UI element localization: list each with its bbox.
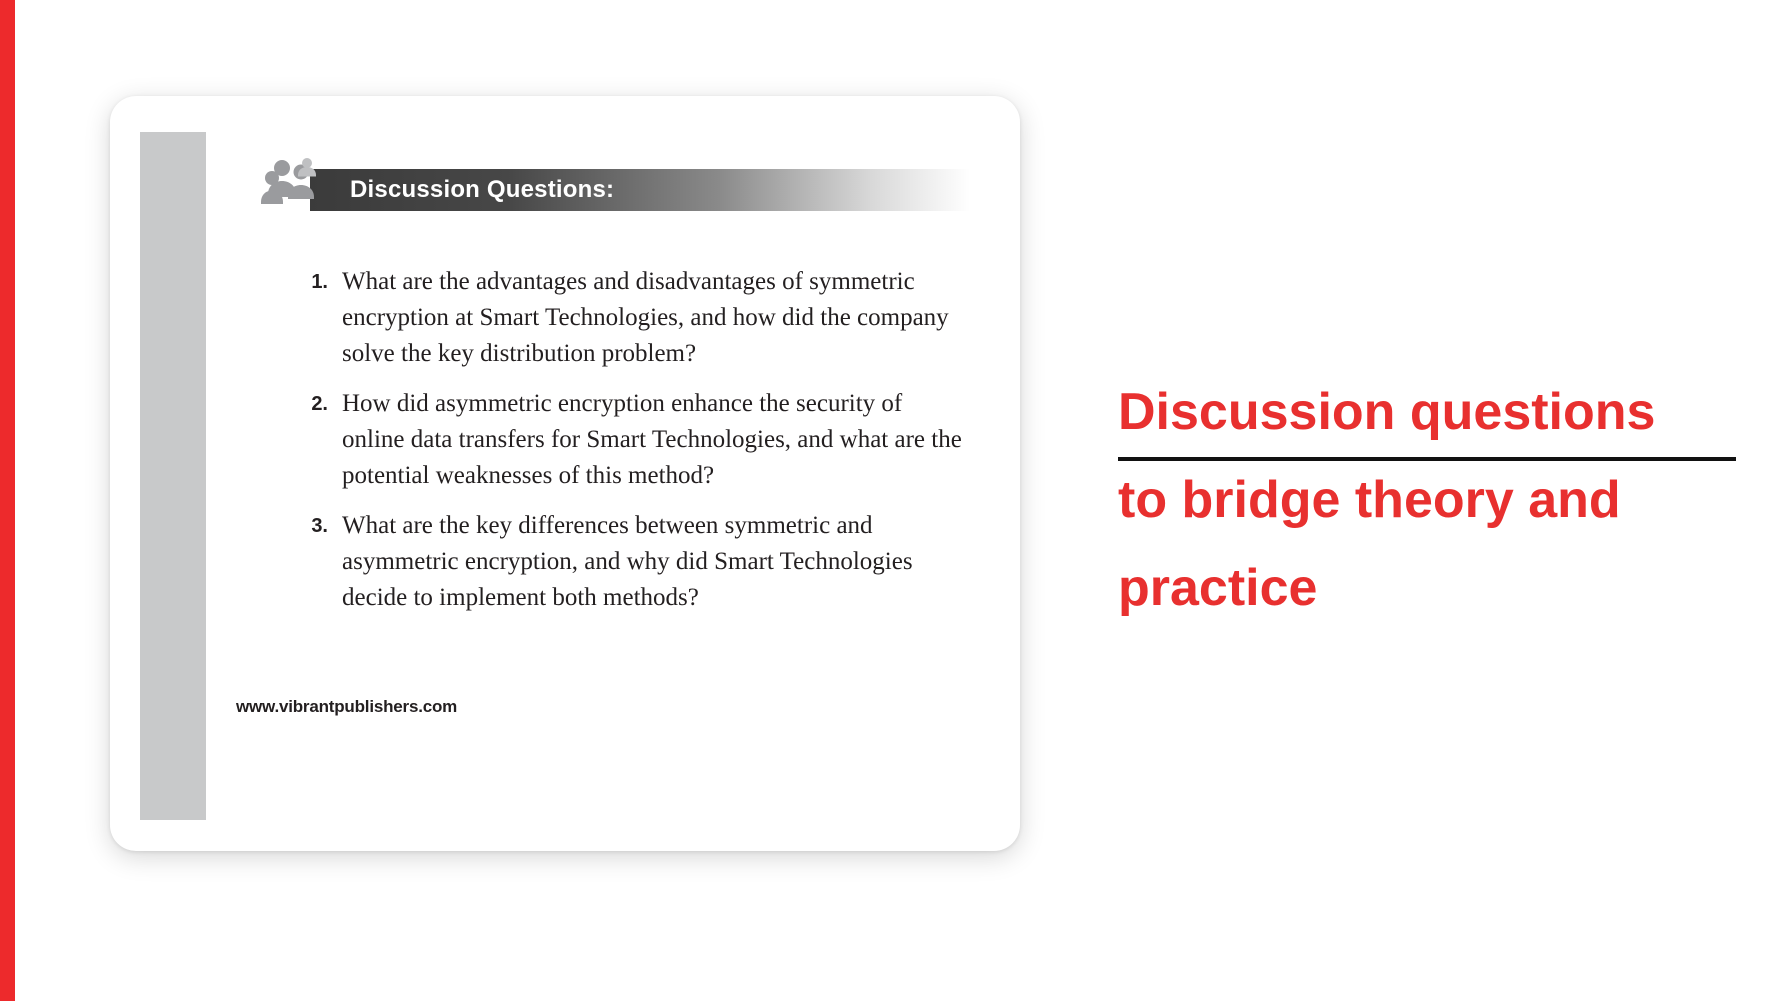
question-text: How did asymmetric encryption enhance the security of online data transfers for Smart Technologies, and what are the potential weaknesses of this method? xyxy=(342,390,962,489)
left-accent-bar xyxy=(0,0,15,1001)
people-group-icon xyxy=(260,156,322,218)
question-text: What are the key differences between symmetric and asymmetric encryption, and why did Smart Technologies decide to implement both methods? xyxy=(342,512,913,611)
question-number: 1. xyxy=(311,271,328,293)
list-item xyxy=(286,508,966,616)
caption-block xyxy=(1118,368,1758,632)
list-item xyxy=(286,386,966,494)
caption-line-2: to bridge theory and xyxy=(1118,471,1621,529)
question-number: 3. xyxy=(311,515,328,537)
caption-line-1: Discussion questions xyxy=(1118,383,1656,441)
caption-divider xyxy=(1118,457,1736,461)
slide-card xyxy=(110,96,1020,851)
discussion-questions-list xyxy=(286,264,966,630)
question-text: What are the advantages and disadvantages of symmetric encryption at Smart Technologies, and how did the company solve the key distribution problem? xyxy=(342,268,949,367)
question-number: 2. xyxy=(311,393,328,415)
slide-side-strip xyxy=(140,132,206,820)
list-item xyxy=(286,264,966,372)
publisher-url[interactable]: www.vibrantpublishers.com xyxy=(236,697,458,716)
caption-line-3: practice xyxy=(1118,559,1318,617)
banner-title: Discussion Questions: xyxy=(350,176,615,203)
discussion-questions-banner xyxy=(250,144,970,224)
